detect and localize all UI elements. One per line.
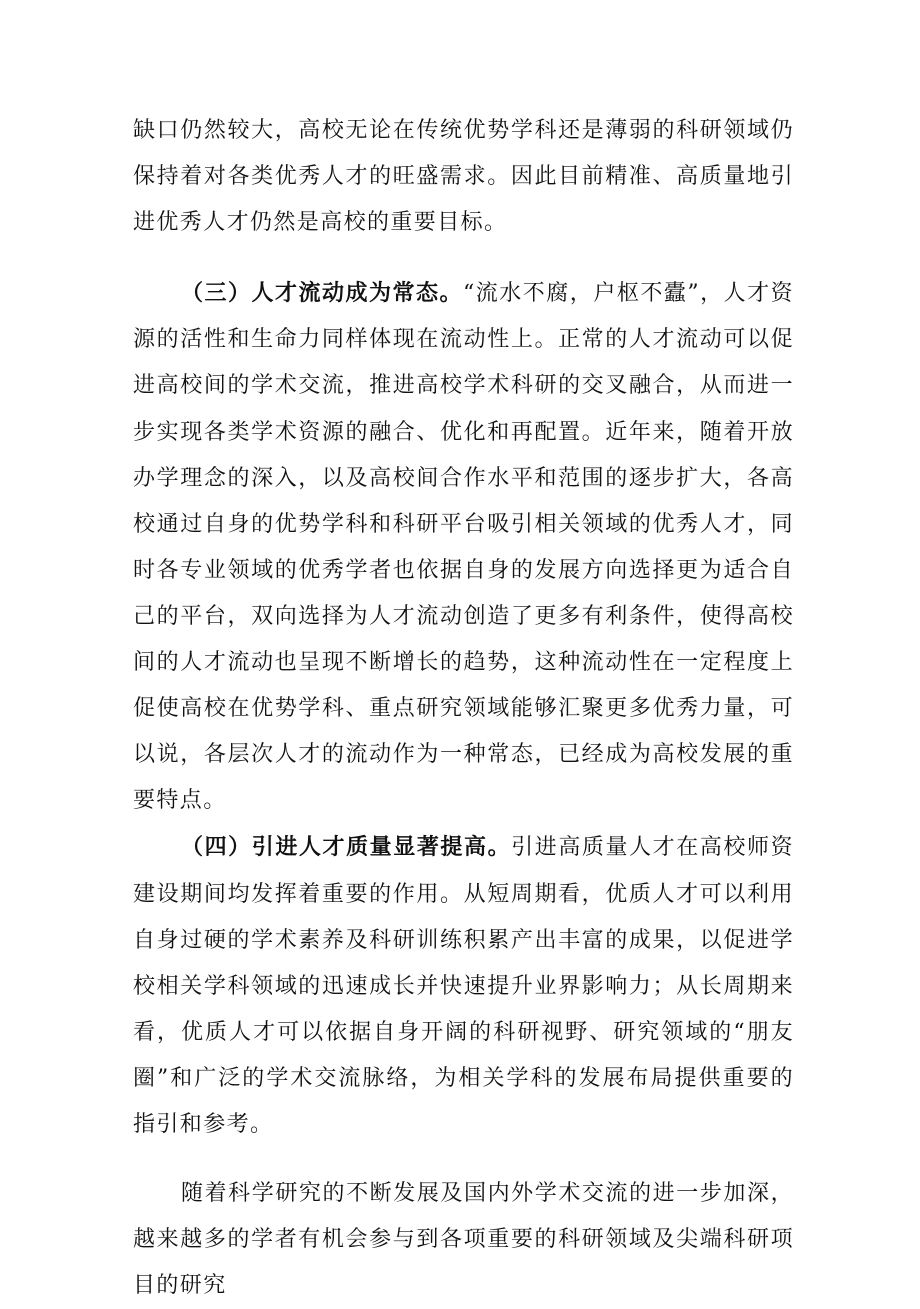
document-page	[133, 108, 794, 1309]
section-three-body: “流水不腐，户枢不蠹”，人才资源的活性和生命力同样体现在流动性上。正常的人才流动可以促进高校间的学术交流，推进高校学术科研的交叉融合，从而进一步实现各类学术资源的融合、优化和再配置。近年来，随着开放办学理念的深入，以及高校间合作水平和范围的逐步扩大，各高校通过自身的优势学科和科研平台吸引相关领域的优秀人才，同时各专业领域的优秀学者也依据自身的发展方向选择更为适合自己的平台，双向选择为人才流动创造了更多有利条件，使得高校间的人才流动也呈现不断增长的趋势，这种流动性在一定程度上促使高校在优势学科、重点研究领域能够汇聚更多优秀力量，可以说，各层次人才的流动作为一种常态，已经成为高校发展的重要特点。	[133, 281, 794, 814]
section-three-heading: （三）人才流动成为常态。	[181, 281, 464, 307]
section-three-paragraph	[133, 271, 794, 824]
paragraph-continuation: 缺口仍然较大，高校无论在传统优势学科还是薄弱的科研领域仍保持着对各类优秀人才的旺盛需求。因此目前精准、高质量地引进优秀人才仍然是高校的重要目标。	[133, 118, 794, 236]
section-four-paragraph	[133, 825, 794, 1148]
section-four-heading: （四）引进人才质量显著提高。	[181, 835, 512, 861]
closing-paragraph: 随着科学研究的不断发展及国内外学术交流的进一步加深，越来越多的学者有机会参与到各项重要的科研领域及尖端科研项目的研究	[133, 1181, 794, 1299]
section-four-body: 引进高质量人才在高校师资建设期间均发挥着重要的作用。从短周期看，优质人才可以利用自身过硬的学术素养及科研训练积累产出丰富的成果，以促进学校相关学科领域的迅速成长并快速提升业界影响力；从长周期来看，优质人才可以依据自身开阔的科研视野、研究领域的“朋友圈”和广泛的学术交流脉络，为相关学科的发展布局提供重要的指引和参考。	[133, 835, 794, 1137]
